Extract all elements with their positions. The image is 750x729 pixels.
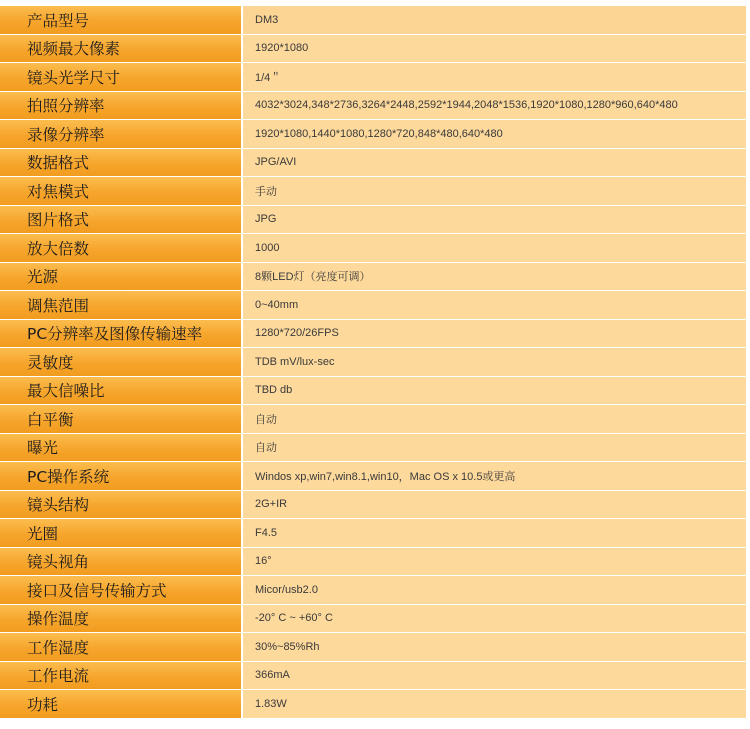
spec-label: 工作湿度: [0, 633, 241, 661]
spec-row: [0, 519, 746, 548]
spec-label: 产品型号: [0, 6, 241, 34]
spec-label: 工作电流: [0, 662, 241, 690]
spec-value: 自动: [243, 434, 746, 462]
spec-value: 0~40mm: [243, 291, 746, 319]
spec-row: [0, 662, 746, 691]
spec-row: [0, 605, 746, 634]
spec-label: 调焦范围: [0, 291, 241, 319]
spec-label: 对焦模式: [0, 177, 241, 205]
spec-row: [0, 6, 746, 35]
spec-row: [0, 149, 746, 178]
spec-row: [0, 35, 746, 64]
spec-value: 1.83W: [243, 690, 746, 718]
spec-value: 1280*720/26FPS: [243, 320, 746, 348]
spec-value: Micor/usb2.0: [243, 576, 746, 604]
spec-value: F4.5: [243, 519, 746, 547]
spec-label: 白平衡: [0, 405, 241, 433]
spec-value: DM3: [243, 6, 746, 34]
spec-row: [0, 320, 746, 349]
spec-label: PC操作系统: [0, 462, 241, 490]
spec-label: 操作温度: [0, 605, 241, 633]
spec-value: 30%~85%Rh: [243, 633, 746, 661]
spec-row: [0, 234, 746, 263]
spec-row: [0, 177, 746, 206]
spec-row: [0, 576, 746, 605]
spec-row: [0, 92, 746, 121]
spec-label: PC分辨率及图像传输速率: [0, 320, 241, 348]
spec-row: [0, 462, 746, 491]
spec-row: [0, 206, 746, 235]
spec-label: 光源: [0, 263, 241, 291]
spec-row: [0, 291, 746, 320]
spec-value: 自动: [243, 405, 746, 433]
spec-value: Windos xp,win7,win8.1,win10，Mac OS x 10.5或更高: [243, 462, 746, 490]
spec-value: 1000: [243, 234, 746, 262]
spec-label: 最大信噪比: [0, 377, 241, 405]
spec-row: [0, 405, 746, 434]
spec-value: 1920*1080: [243, 35, 746, 63]
spec-row: [0, 348, 746, 377]
spec-label: 拍照分辨率: [0, 92, 241, 120]
spec-value: 1920*1080,1440*1080,1280*720,848*480,640*480: [243, 120, 746, 148]
spec-value: JPG/AVI: [243, 149, 746, 177]
spec-label: 曝光: [0, 434, 241, 462]
spec-label: 光圈: [0, 519, 241, 547]
spec-row: [0, 120, 746, 149]
spec-label: 图片格式: [0, 206, 241, 234]
spec-row: [0, 434, 746, 463]
spec-label: 灵敏度: [0, 348, 241, 376]
spec-value: 1/4＂: [243, 63, 746, 91]
spec-label: 视频最大像素: [0, 35, 241, 63]
spec-value: 4032*3024,348*2736,3264*2448,2592*1944,2048*1536,1920*1080,1280*960,640*480: [243, 92, 746, 120]
spec-row: [0, 263, 746, 292]
spec-label: 功耗: [0, 690, 241, 718]
spec-row: [0, 548, 746, 577]
spec-value: 手动: [243, 177, 746, 205]
spec-label: 接口及信号传输方式: [0, 576, 241, 604]
spec-value: 16°: [243, 548, 746, 576]
spec-label: 镜头光学尺寸: [0, 63, 241, 91]
spec-row: [0, 690, 746, 719]
spec-row: [0, 633, 746, 662]
spec-row: [0, 63, 746, 92]
spec-value: 366mA: [243, 662, 746, 690]
spec-value: JPG: [243, 206, 746, 234]
spec-value: 8颗LED灯（亮度可调）: [243, 263, 746, 291]
spec-value: -20° C ~ +60° C: [243, 605, 746, 633]
spec-value: 2G+IR: [243, 491, 746, 519]
spec-label: 录像分辨率: [0, 120, 241, 148]
spec-value: TDB mV/lux-sec: [243, 348, 746, 376]
spec-row: [0, 377, 746, 406]
spec-label: 镜头结构: [0, 491, 241, 519]
spec-value: TBD db: [243, 377, 746, 405]
spec-label: 放大倍数: [0, 234, 241, 262]
spec-table: [0, 6, 746, 719]
spec-row: [0, 491, 746, 520]
spec-label: 镜头视角: [0, 548, 241, 576]
spec-label: 数据格式: [0, 149, 241, 177]
